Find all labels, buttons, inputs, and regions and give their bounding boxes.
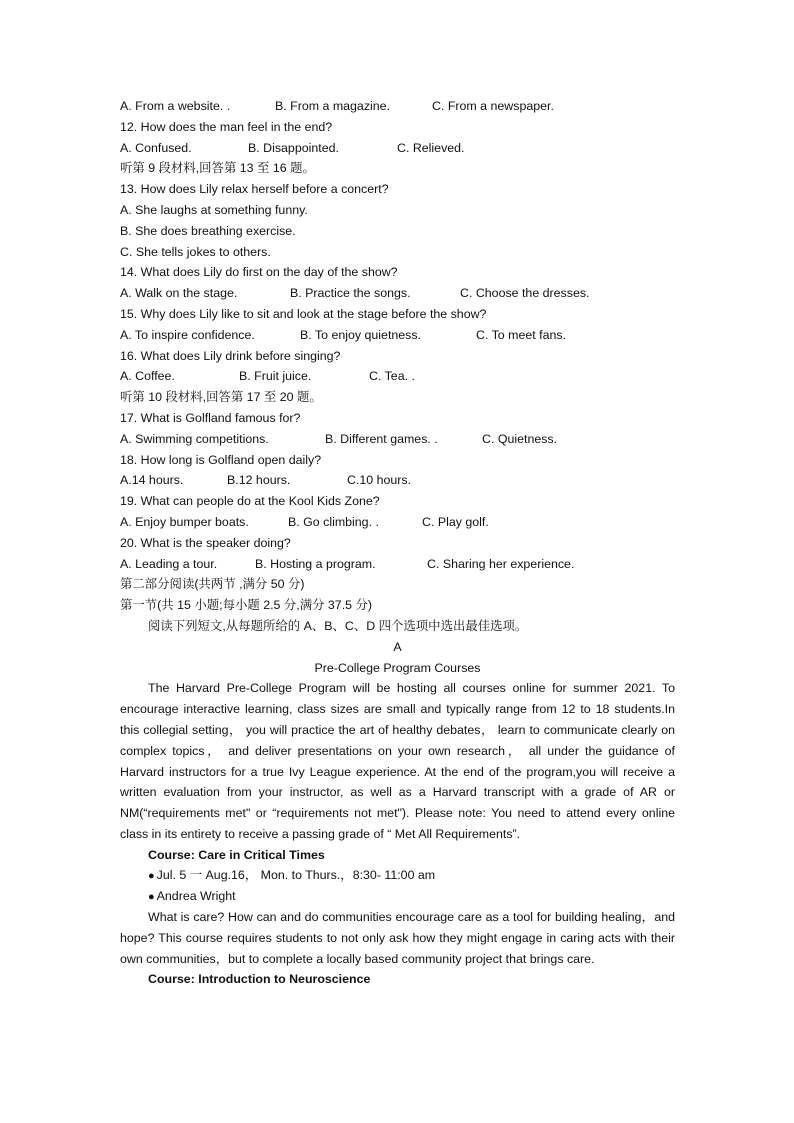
page-content — [120, 96, 675, 990]
q15-option-a: A. To inspire confidence. — [120, 327, 255, 342]
q16-option-a: A. Coffee. — [120, 369, 175, 384]
q19-option-b: B. Go climbing. . — [288, 514, 379, 529]
q12-option-c: C. Relieved. — [397, 140, 465, 155]
q16-question: 16. What does Lily drink before singing? — [120, 348, 341, 363]
passage-letter: A — [393, 639, 402, 654]
q19-option-a: A. Enjoy bumper boats. — [120, 514, 249, 529]
q20-option-c: C. Sharing her experience. — [427, 556, 575, 571]
q20-question: 20. What is the speaker doing? — [120, 535, 291, 550]
q20-option-b: B. Hosting a program. — [255, 556, 376, 571]
reading-instruction: 阅读下列短文,从每题所给的 A、B、C、D 四个选项中选出最佳选项。 — [148, 618, 528, 633]
q19-options — [120, 512, 675, 533]
q18-option-c: C.10 hours. — [347, 473, 412, 488]
course1-schedule — [120, 865, 675, 886]
intro-paragraph: The Harvard Pre-College Program will be hosting all courses online for summer 2021. To encourage interactive learning, class sizes are small and typically range from 12 to 18 students.In this collegial setting， you will practice the art of healthy debates， learn to communicate clearly on complex topics， and deliver presentations on your own research， all under the guidance of Harvard instructors for a true Ivy League experience. At the end of the program,you will receive a written evaluation from your instructor, as well as a Harvard transcript with a grade of AR or NM(“requirements met" or “requirements not met"). Please note: You need to attend every online class in its entirety to receive a passing grade of “ Met All Requirements”. — [120, 681, 675, 841]
q19-question: 19. What can people do at the Kool Kids Zone? — [120, 494, 380, 509]
q16-options — [120, 366, 675, 387]
course2-title: Course: Introduction to Neuroscience — [148, 972, 371, 987]
q15-options — [120, 325, 675, 346]
course1-instructor — [120, 886, 675, 907]
passage-title: Pre-College Program Courses — [314, 660, 481, 675]
course1-description: What is care? How can and do communities encourage care as a tool for building healing，and hope? This course requires students to not only ask how they might engage in caring acts with their own communities，but to complete a locally based community project that brings care. — [120, 910, 675, 966]
q18-option-a: A.14 hours. — [120, 473, 184, 488]
q18-option-b: B.12 hours. — [227, 473, 291, 488]
q19-option-c: C. Play golf. — [422, 514, 489, 529]
q13-option-b: B. She does breathing exercise. — [120, 223, 296, 238]
q15-option-b: B. To enjoy quietness. — [300, 327, 422, 342]
q12-options — [120, 138, 675, 159]
q11-option-a: A. From a website. . — [120, 99, 231, 113]
q12-option-a: A. Confused. — [120, 140, 192, 155]
course1-instructor-text: Andrea Wright — [156, 889, 236, 904]
q13-option-a: A. She laughs at something funny. — [120, 202, 308, 217]
q13-option-c: C. She tells jokes to others. — [120, 244, 271, 259]
q17-option-a: A. Swimming competitions. — [120, 431, 269, 446]
q17-question: 17. What is Golfland famous for? — [120, 410, 301, 425]
course1-schedule-text: Jul. 5 一 Aug.16， Mon. to Thurs.，8:30- 11:00 am — [156, 868, 436, 883]
q20-options — [120, 554, 675, 575]
q14-question: 14. What does Lily do first on the day of the show? — [120, 265, 398, 280]
q11-option-b: B. From a magazine. — [275, 99, 391, 113]
q14-option-a: A. Walk on the stage. — [120, 286, 238, 301]
q12-question: 12. How does the man feel in the end? — [120, 119, 333, 134]
course1-title: Course: Care in Critical Times — [148, 847, 325, 862]
section10-instruction: 听第 10 段材料,回答第 17 至 20 题。 — [120, 390, 322, 405]
q15-option-c: C. To meet fans. — [476, 327, 566, 342]
part2-heading: 第二部分阅读(共两节 ,满分 50 分) — [120, 577, 305, 592]
q12-option-b: B. Disappointed. — [248, 140, 339, 155]
q14-option-c: C. Choose the dresses. — [460, 286, 590, 301]
section9-instruction: 听第 9 段材料,回答第 13 至 16 题。 — [120, 161, 315, 176]
q14-options — [120, 283, 675, 304]
q15-question: 15. Why does Lily like to sit and look at the stage before the show? — [120, 306, 487, 321]
q17-option-b: B. Different games. . — [325, 431, 438, 446]
q11-options — [120, 96, 675, 117]
section1-heading: 第一节(共 15 小题;每小题 2.5 分,满分 37.5 分) — [120, 598, 372, 613]
q18-question: 18. How long is Golfland open daily? — [120, 452, 322, 467]
q16-option-c: C. Tea. . — [369, 369, 415, 384]
q14-option-b: B. Practice the songs. — [290, 286, 411, 301]
q18-options — [120, 470, 675, 491]
bullet-icon: ● — [148, 870, 155, 883]
q17-option-c: C. Quietness. — [482, 431, 558, 446]
q13-question: 13. How does Lily relax herself before a concert? — [120, 182, 389, 197]
q11-option-c: C. From a newspaper. — [432, 99, 554, 113]
q16-option-b: B. Fruit juice. — [239, 369, 312, 384]
q17-options — [120, 429, 675, 450]
q20-option-a: A. Leading a tour. — [120, 556, 218, 571]
bullet-icon: ● — [148, 891, 155, 904]
